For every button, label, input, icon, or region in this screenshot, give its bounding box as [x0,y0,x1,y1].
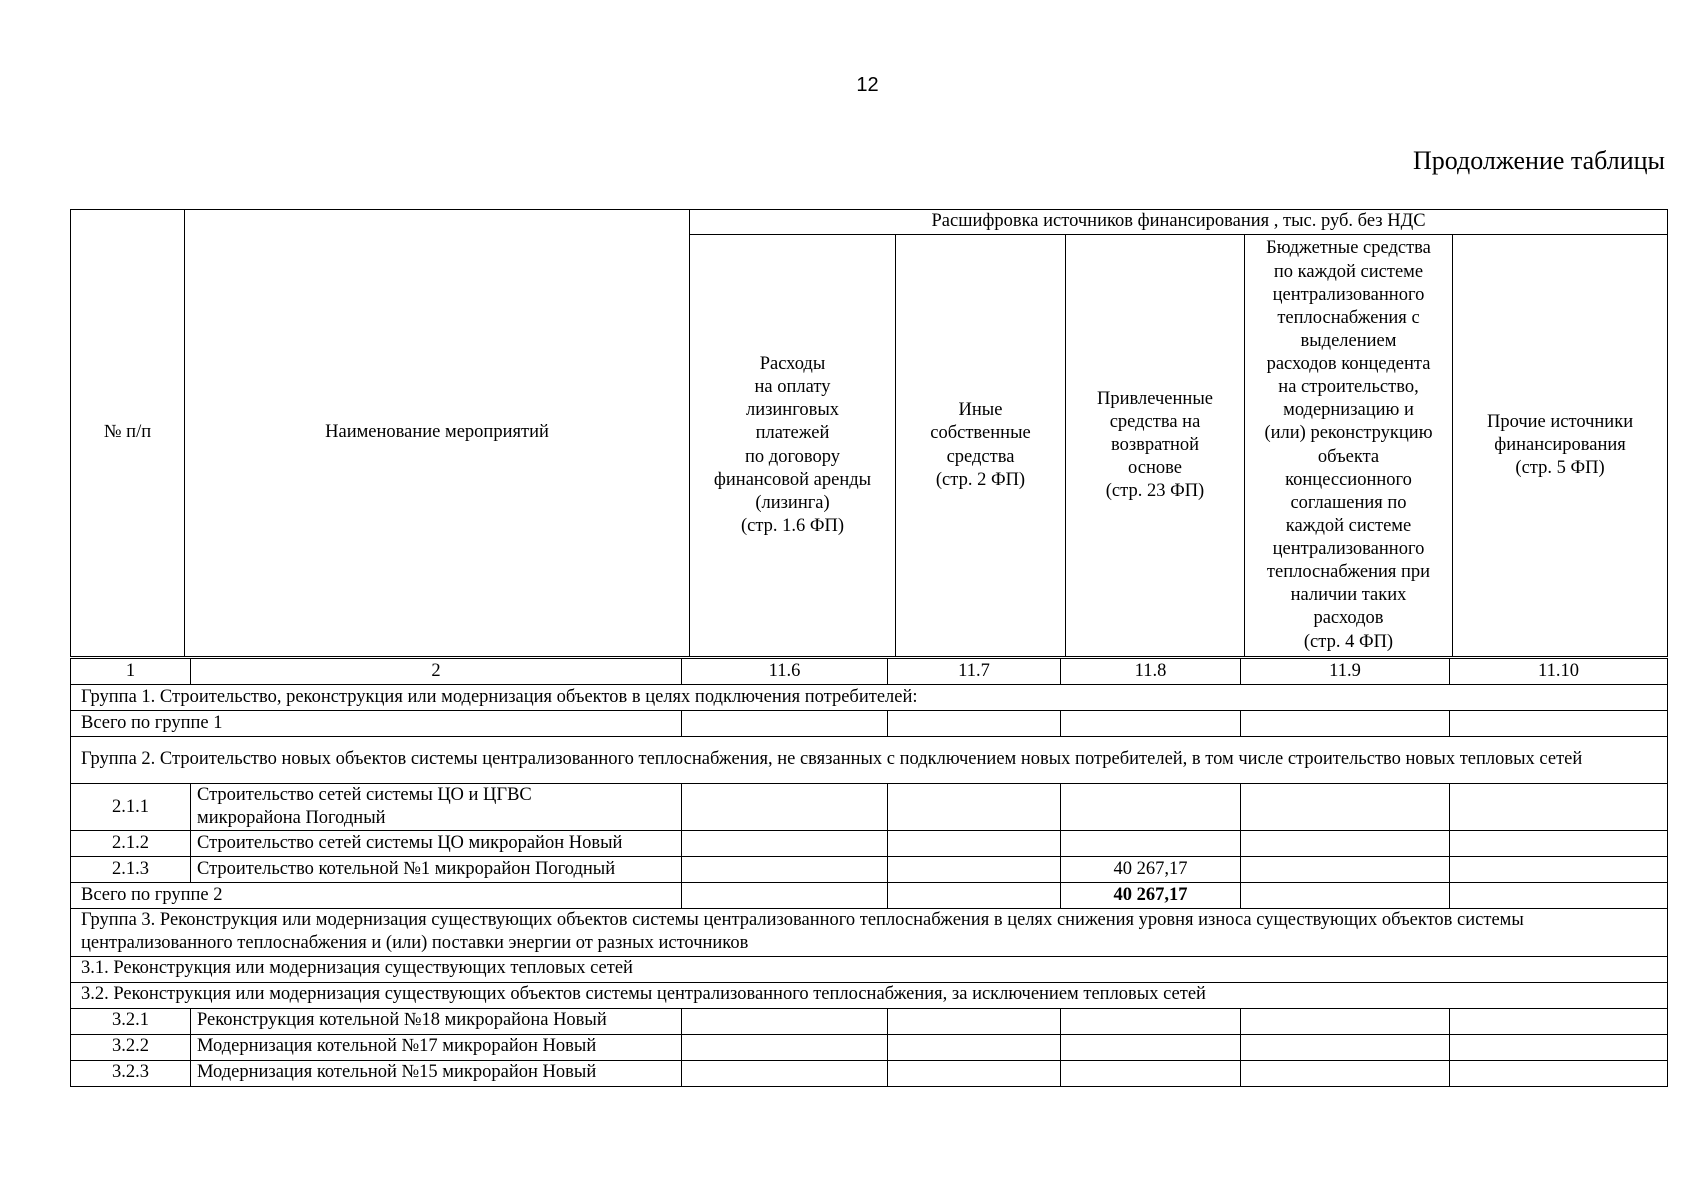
cell-empty [1241,857,1450,883]
header-name: Наименование мероприятий [185,210,690,657]
cell-empty [1241,1008,1450,1034]
cell-empty [1241,831,1450,857]
cell-empty [1061,1008,1241,1034]
cell-empty [682,857,888,883]
cell-empty [682,1008,888,1034]
col-number: 11.7 [888,659,1061,685]
cell-empty [888,1034,1061,1060]
table-row [71,1034,1668,1060]
cell-empty [1450,831,1668,857]
cell-empty [1450,1008,1668,1034]
cell-empty [1241,1060,1450,1086]
group-1-total-label: Всего по группе 1 [71,711,682,737]
row-name: Строительство сетей системы ЦО микрорайон Новый [191,831,682,857]
cell-11-8 [1061,831,1241,857]
row-name: Реконструкция котельной №18 микрорайона Новый [191,1008,682,1034]
subgroup-3-1-row [71,956,1668,982]
subgroup-3-2-title: 3.2. Реконструкция или модернизация существующих объектов системы централизованного теплоснабжения, за исключением тепловых сетей [71,982,1668,1008]
group-2-title-row [71,737,1668,784]
header-col-11-7: Иные собственные средства (стр. 2 ФП) [896,235,1066,657]
cell-empty [1241,883,1450,909]
cell-empty [1450,857,1668,883]
group-1-title-row [71,685,1668,711]
row-number: 3.2.2 [71,1034,191,1060]
row-number: 2.1.2 [71,831,191,857]
group-2-title: Группа 2. Строительство новых объектов системы централизованного теплоснабжения, не связанных с подключением новых потребителей, в том числе строительство новых тепловых сетей [71,737,1668,784]
header-col-11-8: Привлеченные средства на возвратной основе (стр. 23 ФП) [1066,235,1245,657]
group-1-total-row [71,711,1668,737]
cell-empty [682,831,888,857]
group-3-title-row [71,909,1668,956]
group-2-total-label: Всего по группе 2 [71,883,682,909]
row-number: 2.1.3 [71,857,191,883]
page-number: 12 [856,74,879,96]
body-table [70,658,1668,1087]
header-funding-sources: Расшифровка источников финансирования , тыс. руб. без НДС [690,210,1668,235]
cell-empty [682,883,888,909]
col-number: 2 [191,659,682,685]
cell-empty [888,857,1061,883]
cell-empty [1061,1060,1241,1086]
column-number-row [71,659,1668,685]
cell-empty [888,883,1061,909]
row-name: Модернизация котельной №17 микрорайон Новый [191,1034,682,1060]
continuation-label: Продолжение таблицы [1413,146,1665,175]
cell-empty [682,784,888,831]
cell-empty [888,1060,1061,1086]
table-row [71,857,1668,883]
cell-empty [1061,711,1241,737]
row-number: 2.1.1 [71,784,191,831]
table-row [71,1008,1668,1034]
cell-empty [682,1060,888,1086]
cell-empty [1241,784,1450,831]
subgroup-3-1-title: 3.1. Реконструкция или модернизация существующих тепловых сетей [71,956,1668,982]
col-number: 11.10 [1450,659,1668,685]
table-row [71,1060,1668,1086]
group-3-title: Группа 3. Реконструкция или модернизация существующих объектов системы централизованного теплоснабжения в целях снижения уровня износа существующих объектов системы централизованного теплоснабжения и (или) поставки энергии от разных источников [71,909,1668,956]
cell-empty [1241,1034,1450,1060]
cell-empty [1061,1034,1241,1060]
header-table [70,209,1668,657]
cell-empty [1450,1060,1668,1086]
col-number: 1 [71,659,191,685]
subgroup-3-2-row [71,982,1668,1008]
col-number: 11.6 [682,659,888,685]
table-row [71,784,1668,831]
cell-empty [682,1034,888,1060]
table-row [71,831,1668,857]
row-name: Строительство сетей системы ЦО и ЦГВС микрорайона Погодный [191,784,682,831]
cell-empty [1241,711,1450,737]
col-number: 11.8 [1061,659,1241,685]
group-2-total-11-8: 40 267,17 [1061,883,1241,909]
group-1-title: Группа 1. Строительство, реконструкция или модернизация объектов в целях подключения потребителей: [71,685,1668,711]
cell-11-8: 40 267,17 [1061,857,1241,883]
cell-empty [1450,883,1668,909]
row-name: Модернизация котельной №15 микрорайон Новый [191,1060,682,1086]
cell-11-8 [1061,784,1241,831]
cell-empty [1450,711,1668,737]
row-number: 3.2.1 [71,1008,191,1034]
cell-empty [888,784,1061,831]
col-number: 11.9 [1241,659,1450,685]
cell-empty [888,831,1061,857]
row-number: 3.2.3 [71,1060,191,1086]
header-num: № п/п [71,210,185,657]
cell-empty [682,711,888,737]
cell-empty [1450,784,1668,831]
cell-empty [1450,1034,1668,1060]
cell-empty [888,711,1061,737]
header-col-11-9: Бюджетные средства по каждой системе централизованного теплоснабжения с выделением расходов концедента на строительство, модернизацию и (или) реконструкцию объекта концессионного соглашения по каждой системе централизованного теплоснабжения при наличии таких расходов (стр. 4 ФП) [1245,235,1453,657]
header-col-11-6: Расходы на оплату лизинговых платежей по договору финансовой аренды (лизинга) (стр. 1.6 ФП) [690,235,896,657]
row-name: Строительство котельной №1 микрорайон Погодный [191,857,682,883]
group-2-total-row [71,883,1668,909]
cell-empty [888,1008,1061,1034]
header-col-11-10: Прочие источники финансирования (стр. 5 ФП) [1453,235,1668,657]
